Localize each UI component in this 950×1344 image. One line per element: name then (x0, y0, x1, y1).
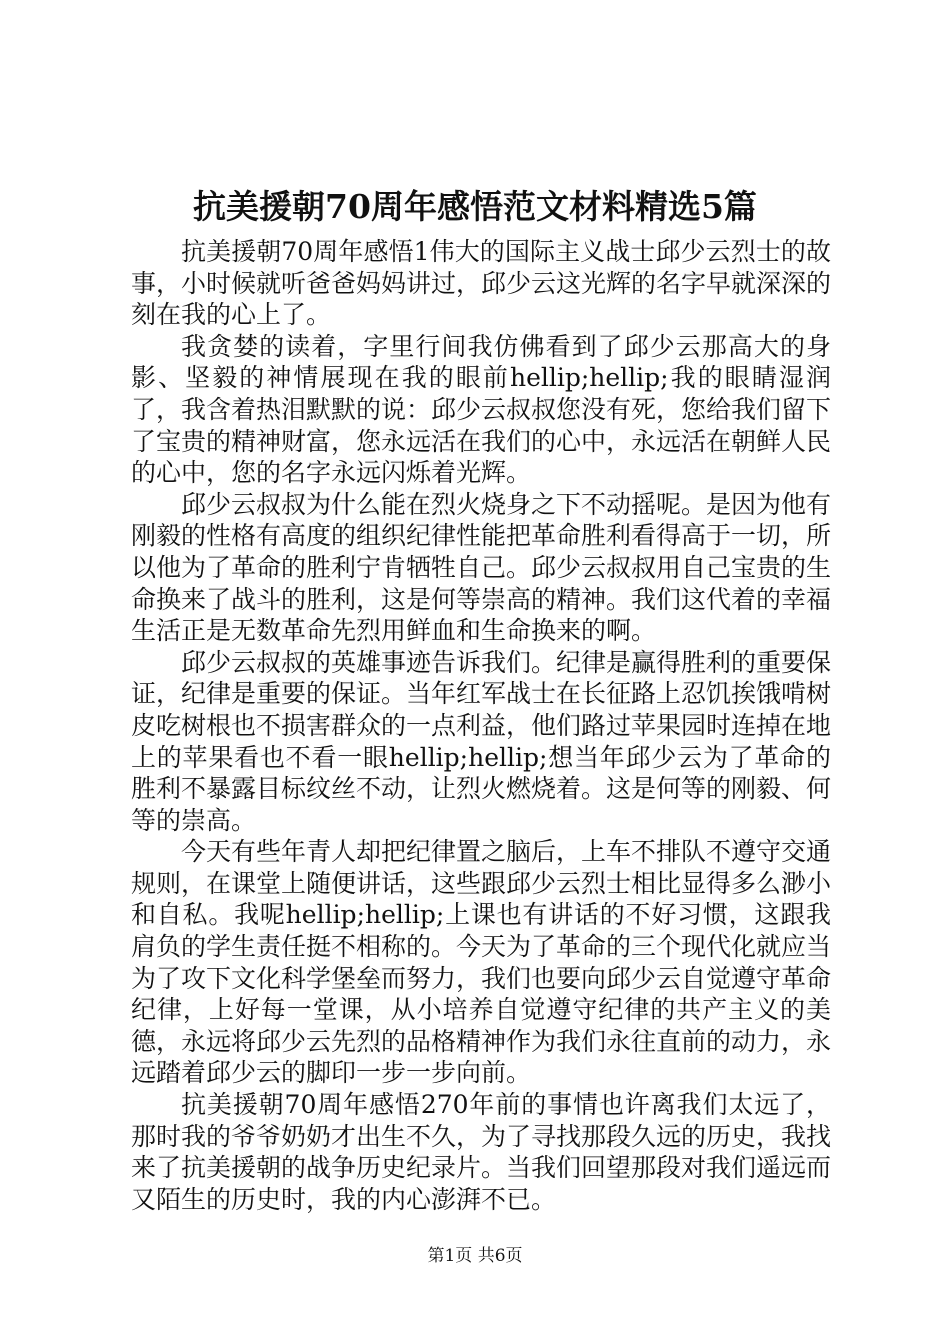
paragraph-4: 邱少云叔叔的英雄事迹告诉我们。纪律是赢得胜利的重要保证，纪律是重要的保证。当年红军战士在长征路上忍饥挨饿啃树皮吃树根也不损害群众的一点利益，他们路过苹果园时连掉在地上的苹果看也不看一眼hellip;hellip;想当年邱少云为了革命的胜利不暴露目标纹丝不动，让烈火燃烧着。这是何等的刚毅、何等的崇高。 (131, 647, 832, 835)
document-title: 抗美援朝70周年感悟范文材料精选5篇 (193, 187, 757, 226)
paragraph-1: 抗美援朝70周年感悟1伟大的国际主义战士邱少云烈士的故事，小时候就听爸爸妈妈讲过，邱少云这光辉的名字早就深深的刻在我的心上了。 (131, 237, 832, 330)
paragraph-5: 今天有些年青人却把纪律置之脑后，上车不排队不遵守交通规则，在课堂上随便讲话，这些跟邱少云烈士相比显得多么渺小和自私。我呢hellip;hellip;上课也有讲话的不好习惯，这跟我肩负的学生责任挺不相称的。今天为了革命的三个现代化就应当为了攻下文化科学堡垒而努力，我们也要向邱少云自觉遵守革命纪律，上好每一堂课，从小培养自觉遵守纪律的共产主义的美德，永远将邱少云先烈的品格精神作为我们永往直前的动力，永远踏着邱少云的脚印一步一步向前。 (131, 837, 832, 1088)
paragraph-2: 我贪婪的读着，字里行间我仿佛看到了邱少云那高大的身影、坚毅的神情展现在我的眼前hellip;hellip;我的眼睛湿润了，我含着热泪默默的说：邱少云叔叔您没有死，您给我们留下了宝贵的精神财富，您永远活在我们的心中，永远活在朝鲜人民的心中，您的名字永远闪烁着光辉。 (131, 331, 832, 488)
page-number-footer: 第1页 共6页 (427, 1246, 523, 1266)
document-body (131, 236, 831, 1215)
paragraph-6: 抗美援朝70周年感悟270年前的事情也许离我们太远了，那时我的爷爷奶奶才出生不久，为了寻找那段久远的历史，我找来了抗美援朝的战争历史纪录片。当我们回望那段对我们遥远而又陌生的历史时，我的内心澎湃不已。 (131, 1090, 832, 1214)
paragraph-3: 邱少云叔叔为什么能在烈火烧身之下不动摇呢。是因为他有刚毅的性格有高度的组织纪律性能把革命胜利看得高于一切，所以他为了革命的胜利宁肯牺牲自己。邱少云叔叔用自己宝贵的生命换来了战斗的胜利，这是何等崇高的精神。我们这代着的幸福生活正是无数革命先烈用鲜血和生命换来的啊。 (131, 489, 832, 646)
